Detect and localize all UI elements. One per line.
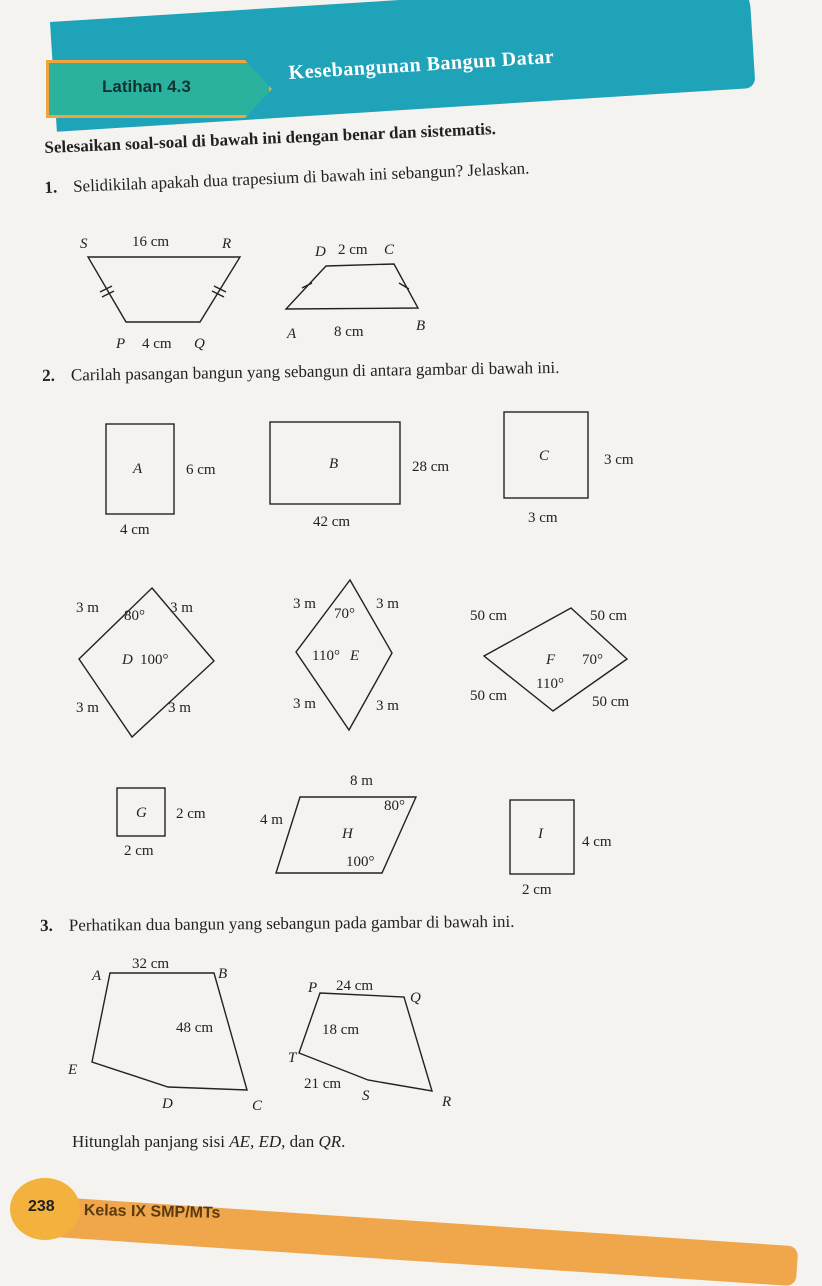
label-4cm: 4 cm (142, 336, 172, 352)
fig1-label-48cm: 48 cm (176, 1020, 214, 1036)
task-mid: dan (289, 1132, 319, 1151)
fig1-label-b: B (218, 966, 228, 982)
label-a: A (287, 326, 297, 342)
label-16cm: 16 cm (132, 234, 170, 250)
parallelogram-h-angle-2: 100° (346, 854, 375, 870)
rect-i-height: 4 cm (582, 834, 612, 850)
fig1-label-a: A (92, 968, 102, 984)
rect-a-width: 4 cm (120, 522, 150, 538)
rhombus-e-angle-1: 70° (334, 606, 355, 622)
label-d: D (315, 244, 326, 260)
task-last: QR (318, 1132, 342, 1151)
rhombus-e-angle-2: 110° (312, 648, 340, 664)
fig2-label-ts: 21 cm (304, 1076, 342, 1092)
question-3-number: 3. (40, 915, 53, 935)
footer-text: Kelas IX SMP/MTs (83, 1202, 221, 1222)
rect-c-name: C (539, 448, 550, 464)
label-q: Q (194, 336, 205, 352)
rect-b-name: B (329, 456, 339, 472)
rhombus-f-side-1: 50 cm (470, 608, 508, 624)
fig1-label-e: E (68, 1062, 78, 1078)
fig2-label-pt: 18 cm (322, 1022, 360, 1038)
rhombus-f-name: F (546, 652, 556, 668)
rhombus-d-side-3: 3 m (76, 700, 99, 716)
rhombus-f-side-3: 50 cm (470, 688, 508, 704)
label-r: R (222, 236, 232, 252)
label-s: S (80, 236, 88, 252)
parallelogram-h-name: H (342, 826, 353, 842)
rhombus-f-side-4: 50 cm (592, 694, 630, 710)
task-prefix: Hitunglah panjang sisi (72, 1132, 230, 1151)
rhombus-f-side-2: 50 cm (590, 608, 628, 624)
rect-i-width: 2 cm (522, 882, 552, 898)
instruction: Selesaikan soal-soal di bawah ini dengan benar dan sistematis. (44, 119, 497, 157)
rhombus-d-side-2: 3 m (170, 600, 193, 616)
rect-c-height: 3 cm (604, 452, 634, 468)
page-number: 238 (28, 1198, 55, 1215)
question-1-number: 1. (44, 177, 58, 197)
rhombus-f-angle-1: 70° (582, 652, 603, 668)
trapezoid-pqrs (88, 257, 240, 322)
fig1-label-ab: 32 cm (132, 956, 170, 972)
rect-i-name: I (538, 826, 543, 842)
rhombus-d-angle-1: 80° (124, 608, 145, 624)
rhombus-e-side-1: 3 m (293, 596, 316, 612)
rhombus-e-side-2: 3 m (376, 596, 399, 612)
rhombus-f-angle-2: 110° (536, 676, 564, 692)
label-c: C (384, 242, 395, 258)
rhombus-d-side-1: 3 m (76, 600, 99, 616)
parallelogram-h-top: 8 m (350, 773, 373, 789)
fig2-label-t: T (288, 1050, 297, 1066)
question-2-text: Carilah pasangan bangun yang sebangun di antara gambar di bawah ini. (70, 357, 560, 385)
fig2-label-s: S (362, 1088, 370, 1104)
rect-a-name: A (133, 461, 143, 477)
task-vars: AE, ED, (229, 1132, 290, 1151)
task-end: . (341, 1132, 346, 1151)
rhombus-d-side-4: 3 m (168, 700, 191, 716)
fig2-label-p: P (308, 980, 318, 996)
parallelogram-h-side: 4 m (260, 812, 283, 828)
fig2-label-q: Q (410, 990, 421, 1006)
label-2cm: 2 cm (338, 242, 368, 258)
square-g-width: 2 cm (124, 843, 154, 859)
label-8cm: 8 cm (334, 324, 364, 340)
fig1-label-c: C (252, 1098, 263, 1114)
chapter-title: Kesebangunan Bangun Datar (288, 45, 555, 84)
question-3-text: Perhatikan dua bangun yang sebangun pada gambar di bawah ini. (68, 911, 515, 935)
fig1-label-d: D (162, 1096, 173, 1112)
question-2-number: 2. (42, 365, 56, 385)
fig2-label-r: R (442, 1094, 452, 1110)
rhombus-d-angle-2: 100° (140, 652, 169, 668)
tick-mark (399, 283, 409, 289)
fig2-label-pq: 24 cm (336, 978, 374, 994)
question-1-text: Selidikilah apakah dua trapesium di bawah ini sebangun? Jelaskan. (72, 158, 530, 196)
rect-a-height: 6 cm (186, 462, 216, 478)
rect-b-width: 42 cm (313, 514, 351, 530)
square-g-name: G (136, 805, 147, 821)
label-b: B (416, 318, 426, 334)
rhombus-e-side-3: 3 m (293, 696, 316, 712)
tick-mark (214, 286, 226, 292)
rhombus-e-side-4: 3 m (376, 698, 399, 714)
rect-b-height: 28 cm (412, 459, 450, 475)
rhombus-d-name: D (122, 652, 133, 668)
exercise-tag-label: Latihan 4.3 (102, 77, 191, 96)
parallelogram-h-angle-1: 80° (384, 798, 405, 814)
rhombus-e-name: E (350, 648, 360, 664)
label-p: P (116, 336, 126, 352)
rect-c-width: 3 cm (528, 510, 558, 526)
square-g-height: 2 cm (176, 806, 206, 822)
pentagon-abcde (92, 973, 247, 1090)
